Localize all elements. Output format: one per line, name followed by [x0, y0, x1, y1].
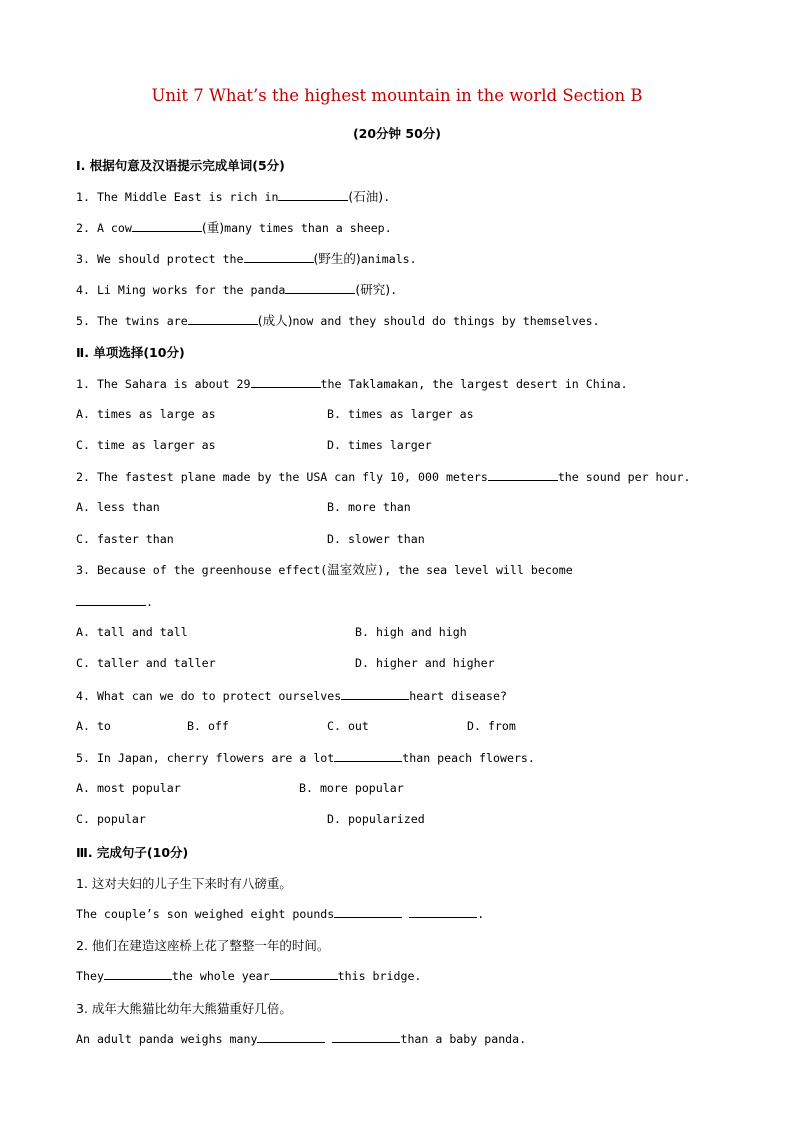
- s3-q3-text: An adult panda weighs many: [76, 1032, 258, 1046]
- s3-q2-text-end: this bridge.: [337, 969, 422, 983]
- s2-q5-text-end: than peach flowers.: [402, 751, 535, 765]
- s1-q3-text-end: animals.: [360, 252, 417, 266]
- s1-q5-hint: (成人): [257, 313, 293, 328]
- answer-blank[interactable]: [251, 375, 321, 388]
- s1-question-3: [76, 250, 417, 267]
- s2-q4-option-c[interactable]: C. out: [327, 719, 369, 733]
- answer-blank[interactable]: [270, 967, 338, 980]
- s2-q2-option-b[interactable]: B. more than: [327, 500, 411, 514]
- s2-question-3-cont: [76, 593, 153, 610]
- s2-question-3: [76, 562, 573, 578]
- answer-blank[interactable]: [334, 905, 402, 918]
- s3-q1-text: The couple’s son weighed eight pounds: [76, 907, 335, 921]
- s2-question-1: [76, 375, 628, 392]
- s2-q4-option-d[interactable]: D. from: [467, 719, 516, 733]
- s2-q3-option-d[interactable]: D. higher and higher: [355, 656, 495, 670]
- s1-question-5: [76, 312, 600, 329]
- s2-q5-option-c[interactable]: C. popular: [76, 812, 146, 826]
- s2-q5-option-d[interactable]: D. popularized: [327, 812, 425, 826]
- s2-q1-option-b[interactable]: B. times as larger as: [327, 407, 474, 421]
- s2-q3-option-a[interactable]: A. tall and tall: [76, 625, 188, 639]
- section-2-heading: Ⅱ. 单项选择(10分): [76, 345, 185, 360]
- s3-q2-chinese: 2. 他们在建造这座桥上花了整整一年的时间。: [76, 938, 330, 953]
- section-3-heading: Ⅲ. 完成句子(10分): [76, 845, 189, 860]
- s1-q1-text: 1. The Middle East is rich in: [76, 190, 279, 204]
- section-1-heading: Ⅰ. 根据句意及汉语提示完成单词(5分): [76, 158, 285, 173]
- answer-blank[interactable]: [257, 1030, 325, 1043]
- s1-q1-text-end: .: [383, 190, 391, 204]
- s3-q2-text-mid: the whole year: [171, 969, 270, 983]
- s2-q4-text-end: heart disease?: [409, 689, 507, 703]
- s3-q3-chinese: 3. 成年大熊猫比幼年大熊猫重好几倍。: [76, 1001, 292, 1016]
- s2-q1-option-c[interactable]: C. time as larger as: [76, 438, 216, 452]
- s1-q2-text: 2. A cow: [76, 221, 132, 235]
- s3-q1-text-end: .: [477, 907, 485, 921]
- s2-q2-option-a[interactable]: A. less than: [76, 500, 160, 514]
- s2-q2-text-end: the sound per hour.: [557, 470, 691, 484]
- answer-blank[interactable]: [334, 749, 402, 762]
- s3-q1-chinese: 1. 这对夫妇的儿子生下来时有八磅重。: [76, 876, 292, 891]
- s2-q5-option-a[interactable]: A. most popular: [76, 781, 181, 795]
- s3-question-2: [76, 967, 421, 984]
- s2-q5-option-b[interactable]: B. more popular: [299, 781, 404, 795]
- s2-q2-text: 2. The fastest plane made by the USA can fly 10, 000 meters: [76, 470, 488, 484]
- s2-question-5: [76, 749, 535, 766]
- answer-blank[interactable]: [488, 468, 558, 481]
- s2-q4-option-b[interactable]: B. off: [187, 719, 229, 733]
- s3-question-3: [76, 1030, 526, 1047]
- answer-blank[interactable]: [104, 967, 172, 980]
- time-score-note: (20分钟 50分): [352, 126, 442, 141]
- s1-q4-text-end: .: [390, 283, 398, 297]
- s2-q2-option-d[interactable]: D. slower than: [327, 532, 425, 546]
- s1-question-4: [76, 281, 397, 298]
- s2-q1-text-end: the Taklamakan, the largest desert in China.: [320, 377, 628, 391]
- s2-q5-text: 5. In Japan, cherry flowers are a lot: [76, 751, 335, 765]
- s2-q3-text-mid: ), the sea level will become: [377, 563, 573, 577]
- s2-q3-option-b[interactable]: B. high and high: [355, 625, 467, 639]
- s3-q3-text-end: than a baby panda.: [400, 1032, 527, 1046]
- answer-blank[interactable]: [244, 250, 314, 263]
- s2-q2-option-c[interactable]: C. faster than: [76, 532, 174, 546]
- s2-question-4: [76, 687, 507, 704]
- s1-q5-text-end: now and they should do things by themselves.: [292, 314, 600, 328]
- s1-q3-text: 3. We should protect the: [76, 252, 244, 266]
- answer-blank[interactable]: [132, 219, 202, 232]
- answer-blank[interactable]: [76, 593, 146, 606]
- s1-q2-hint: (重): [201, 220, 225, 235]
- answer-blank[interactable]: [409, 905, 477, 918]
- answer-blank[interactable]: [278, 188, 348, 201]
- s2-q3-option-c[interactable]: C. taller and taller: [76, 656, 216, 670]
- answer-blank[interactable]: [332, 1030, 400, 1043]
- s2-q3-text: 3. Because of the greenhouse effect(: [76, 563, 328, 577]
- s1-q4-hint: (研究): [355, 282, 391, 297]
- s1-question-2: [76, 219, 392, 236]
- s2-q4-text: 4. What can we do to protect ourselves: [76, 689, 342, 703]
- s1-q4-text: 4. Li Ming works for the panda: [76, 283, 286, 297]
- s3-q2-text: They: [76, 969, 104, 983]
- s1-q5-text: 5. The twins are: [76, 314, 188, 328]
- s2-q4-option-a[interactable]: A. to: [76, 719, 111, 733]
- s1-q1-hint: (石油): [348, 189, 384, 204]
- s2-q1-text: 1. The Sahara is about 29: [76, 377, 251, 391]
- s3-question-1: [76, 905, 484, 922]
- page-title: Unit 7 What’s the highest mountain in the world Section B: [151, 86, 643, 105]
- s2-question-2: [76, 468, 690, 485]
- s2-q1-option-a[interactable]: A. times as large as: [76, 407, 216, 421]
- s2-q3-text-end: .: [146, 595, 153, 609]
- answer-blank[interactable]: [188, 312, 258, 325]
- answer-blank[interactable]: [341, 687, 409, 700]
- answer-blank[interactable]: [285, 281, 355, 294]
- s1-question-1: [76, 188, 390, 205]
- s1-q3-hint: (野生的): [313, 251, 361, 266]
- s2-q3-hint: 温室效应: [327, 562, 378, 577]
- s1-q2-text-end: many times than a sheep.: [224, 221, 392, 235]
- s2-q1-option-d[interactable]: D. times larger: [327, 438, 432, 452]
